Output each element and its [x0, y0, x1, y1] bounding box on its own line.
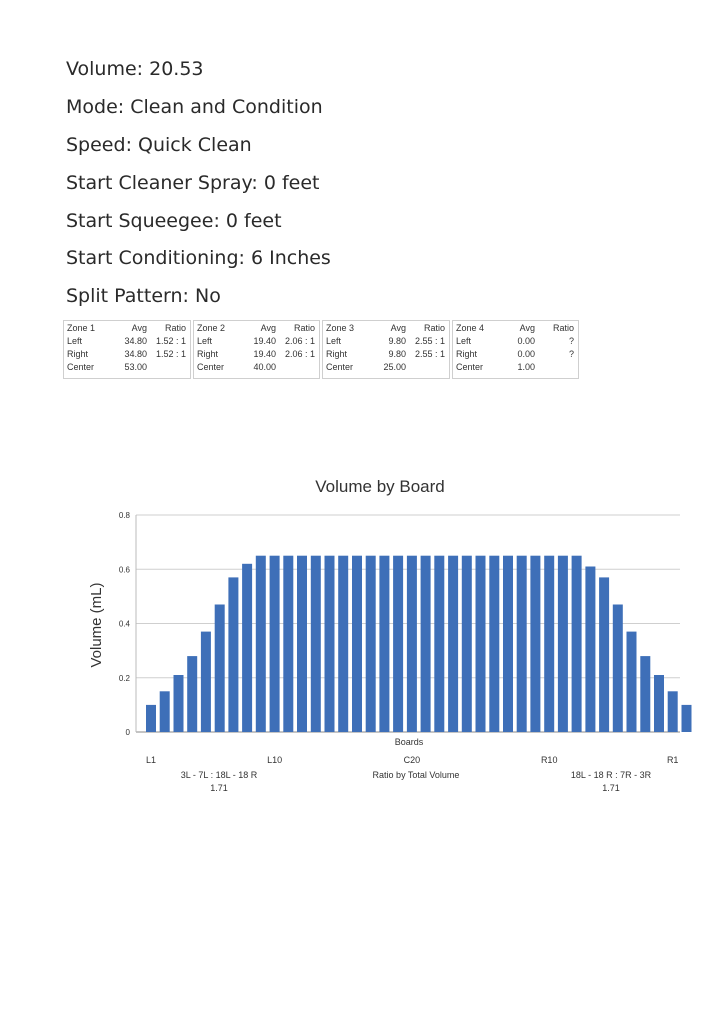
- bar: [338, 556, 348, 732]
- param-label: Volume: [66, 58, 137, 80]
- y-axis-title: Volume (mL): [88, 582, 105, 668]
- avg-header: Avg: [519, 323, 535, 333]
- bar: [627, 632, 637, 732]
- volume-chart: [0, 460, 724, 810]
- param-value: No: [194, 285, 221, 307]
- param-label: Mode: [66, 96, 118, 118]
- row-label: Center: [67, 362, 95, 372]
- bars: [146, 556, 692, 732]
- param-value: 0 feet: [263, 172, 320, 194]
- row-label: Right: [67, 349, 89, 359]
- bar: [187, 656, 197, 732]
- row-ratio: 2.06 : 1: [284, 336, 315, 346]
- bar: [201, 632, 211, 732]
- zone-row-left: [323, 335, 449, 348]
- param-speed: Speed: Quick Clean: [66, 134, 252, 156]
- row-ratio: ?: [568, 336, 574, 346]
- param-label: Start Conditioning: [66, 247, 239, 269]
- row-ratio: ?: [568, 349, 574, 359]
- param-value: Clean and Condition: [130, 96, 323, 118]
- row-avg: 34.80: [124, 349, 147, 359]
- y-tick-label: 0.2: [118, 673, 130, 683]
- bar: [146, 705, 156, 732]
- bar: [228, 577, 238, 732]
- y-tick-label: 0.8: [118, 511, 130, 520]
- zone-row-left: [453, 335, 578, 348]
- row-ratio: 1.52 : 1: [155, 336, 186, 346]
- row-label: Right: [456, 349, 478, 359]
- bar: [613, 605, 623, 733]
- y-tick-label: 0.4: [118, 619, 130, 629]
- row-avg: 9.80: [388, 349, 406, 359]
- zone-header-row: [323, 322, 449, 335]
- ratio-header: Ratio: [164, 323, 186, 333]
- bar: [215, 605, 225, 733]
- row-avg: 1.00: [517, 362, 535, 372]
- zone-header-row: [194, 322, 319, 335]
- bar: [654, 675, 664, 732]
- bar: [379, 556, 389, 732]
- avg-header: Avg: [260, 323, 276, 333]
- x-tick-labels: [146, 755, 678, 765]
- row-ratio: 1.52 : 1: [155, 349, 186, 359]
- param-mode: Mode: Clean and Condition: [66, 96, 323, 118]
- bar: [352, 556, 362, 732]
- zone-name: Zone 3: [326, 323, 355, 333]
- zone-row-center: [194, 361, 319, 374]
- bar: [242, 564, 252, 732]
- bar: [160, 691, 170, 732]
- bar: [599, 577, 609, 732]
- avg-header: Avg: [131, 323, 147, 333]
- row-label: Right: [326, 349, 348, 359]
- y-tick-labels: [119, 511, 131, 737]
- ratio-right-value: 1.71: [602, 783, 620, 793]
- bar: [640, 656, 650, 732]
- x-tick-label: R1: [666, 755, 679, 765]
- bar: [174, 675, 184, 732]
- zone-row-center: [64, 361, 190, 374]
- row-label: Center: [197, 362, 225, 372]
- ratio-header: Ratio: [552, 323, 574, 333]
- zone-row-right: [323, 348, 449, 361]
- zone-header-row: [453, 322, 578, 335]
- zone-3-table: [322, 320, 450, 379]
- bar: [448, 556, 458, 732]
- row-avg: 19.40: [253, 336, 276, 346]
- ratio-center-label: Ratio by Total Volume: [372, 770, 460, 780]
- zone-name: Zone 1: [67, 323, 96, 333]
- param-start-cleaner-spray: Start Cleaner Spray: 0 feet: [66, 172, 320, 194]
- zone-name: Zone 4: [456, 323, 485, 333]
- row-label: Left: [456, 336, 472, 346]
- row-avg: 19.40: [253, 349, 276, 359]
- bar: [407, 556, 417, 732]
- bar: [366, 556, 376, 732]
- zone-row-right: [453, 348, 578, 361]
- bar: [530, 556, 540, 732]
- bar: [270, 556, 280, 732]
- ratio-right-label: 18L - 18 R : 7R - 3R: [570, 770, 652, 780]
- row-avg: 34.80: [124, 336, 147, 346]
- bar: [489, 556, 499, 732]
- param-volume: Volume: 20.53: [66, 58, 204, 80]
- zone-header-row: [64, 322, 190, 335]
- zone-row-right: [194, 348, 319, 361]
- bar: [256, 556, 266, 732]
- row-ratio: 2.06 : 1: [284, 349, 315, 359]
- bar: [572, 556, 582, 732]
- bar: [517, 556, 527, 732]
- row-label: Right: [197, 349, 219, 359]
- row-avg: 53.00: [124, 362, 147, 372]
- param-value: Quick Clean: [138, 134, 252, 156]
- param-value: 20.53: [149, 58, 204, 80]
- bar: [434, 556, 444, 732]
- bar: [682, 705, 692, 732]
- param-label: Start Cleaner Spray: [66, 172, 252, 194]
- param-split-pattern: Split Pattern: No: [66, 285, 221, 307]
- param-label: Start Squeegee: [66, 210, 214, 232]
- row-avg: 40.00: [253, 362, 276, 372]
- y-tick-label: 0.6: [118, 565, 130, 575]
- bar: [503, 556, 513, 732]
- bar: [283, 556, 293, 732]
- bar: [311, 556, 321, 732]
- x-tick-label: L10: [267, 755, 283, 765]
- param-label: Speed: [66, 134, 126, 156]
- row-label: Left: [326, 336, 342, 346]
- row-label: Center: [456, 362, 484, 372]
- row-avg: 9.80: [388, 336, 406, 346]
- bar: [297, 556, 307, 732]
- param-start-conditioning: Start Conditioning: 6 Inches: [66, 247, 331, 269]
- row-ratio: 2.55 : 1: [414, 336, 445, 346]
- bar: [421, 556, 431, 732]
- row-avg: 25.00: [383, 362, 406, 372]
- row-label: Center: [326, 362, 354, 372]
- bar: [585, 567, 595, 733]
- param-start-squeegee: Start Squeegee: 0 feet: [66, 210, 282, 232]
- bar: [476, 556, 486, 732]
- bar: [558, 556, 568, 732]
- zone-row-center: [323, 361, 449, 374]
- bar: [668, 691, 678, 732]
- zone-row-right: [64, 348, 190, 361]
- row-label: Left: [197, 336, 213, 346]
- bar: [325, 556, 335, 732]
- x-tick-label: L1: [145, 755, 157, 765]
- zone-name: Zone 2: [197, 323, 226, 333]
- zone-4-table: [452, 320, 579, 379]
- x-tick-label: C20: [403, 755, 421, 765]
- avg-header: Avg: [390, 323, 406, 333]
- zone-2-table: [193, 320, 320, 379]
- chart-title: Volume by Board: [315, 477, 445, 496]
- row-label: Left: [67, 336, 83, 346]
- row-avg: 0.00: [517, 336, 535, 346]
- ratio-header: Ratio: [423, 323, 445, 333]
- y-tick-label: 0: [125, 728, 130, 737]
- ratio-left-value: 1.71: [210, 783, 228, 793]
- row-ratio: 2.55 : 1: [414, 349, 445, 359]
- bar: [393, 556, 403, 732]
- zone-row-left: [194, 335, 319, 348]
- x-tick-label: R10: [540, 755, 558, 765]
- param-value: 6 Inches: [250, 247, 331, 269]
- zone-row-center: [453, 361, 578, 374]
- zone-row-left: [64, 335, 190, 348]
- bar: [544, 556, 554, 732]
- param-label: Split Pattern: [66, 285, 183, 307]
- param-value: 0 feet: [225, 210, 282, 232]
- x-axis-title: Boards: [394, 737, 424, 747]
- bar: [462, 556, 472, 732]
- ratio-header: Ratio: [293, 323, 315, 333]
- ratio-left-label: 3L - 7L : 18L - 18 R: [180, 770, 258, 780]
- zone-1-table: [63, 320, 191, 379]
- row-avg: 0.00: [517, 349, 535, 359]
